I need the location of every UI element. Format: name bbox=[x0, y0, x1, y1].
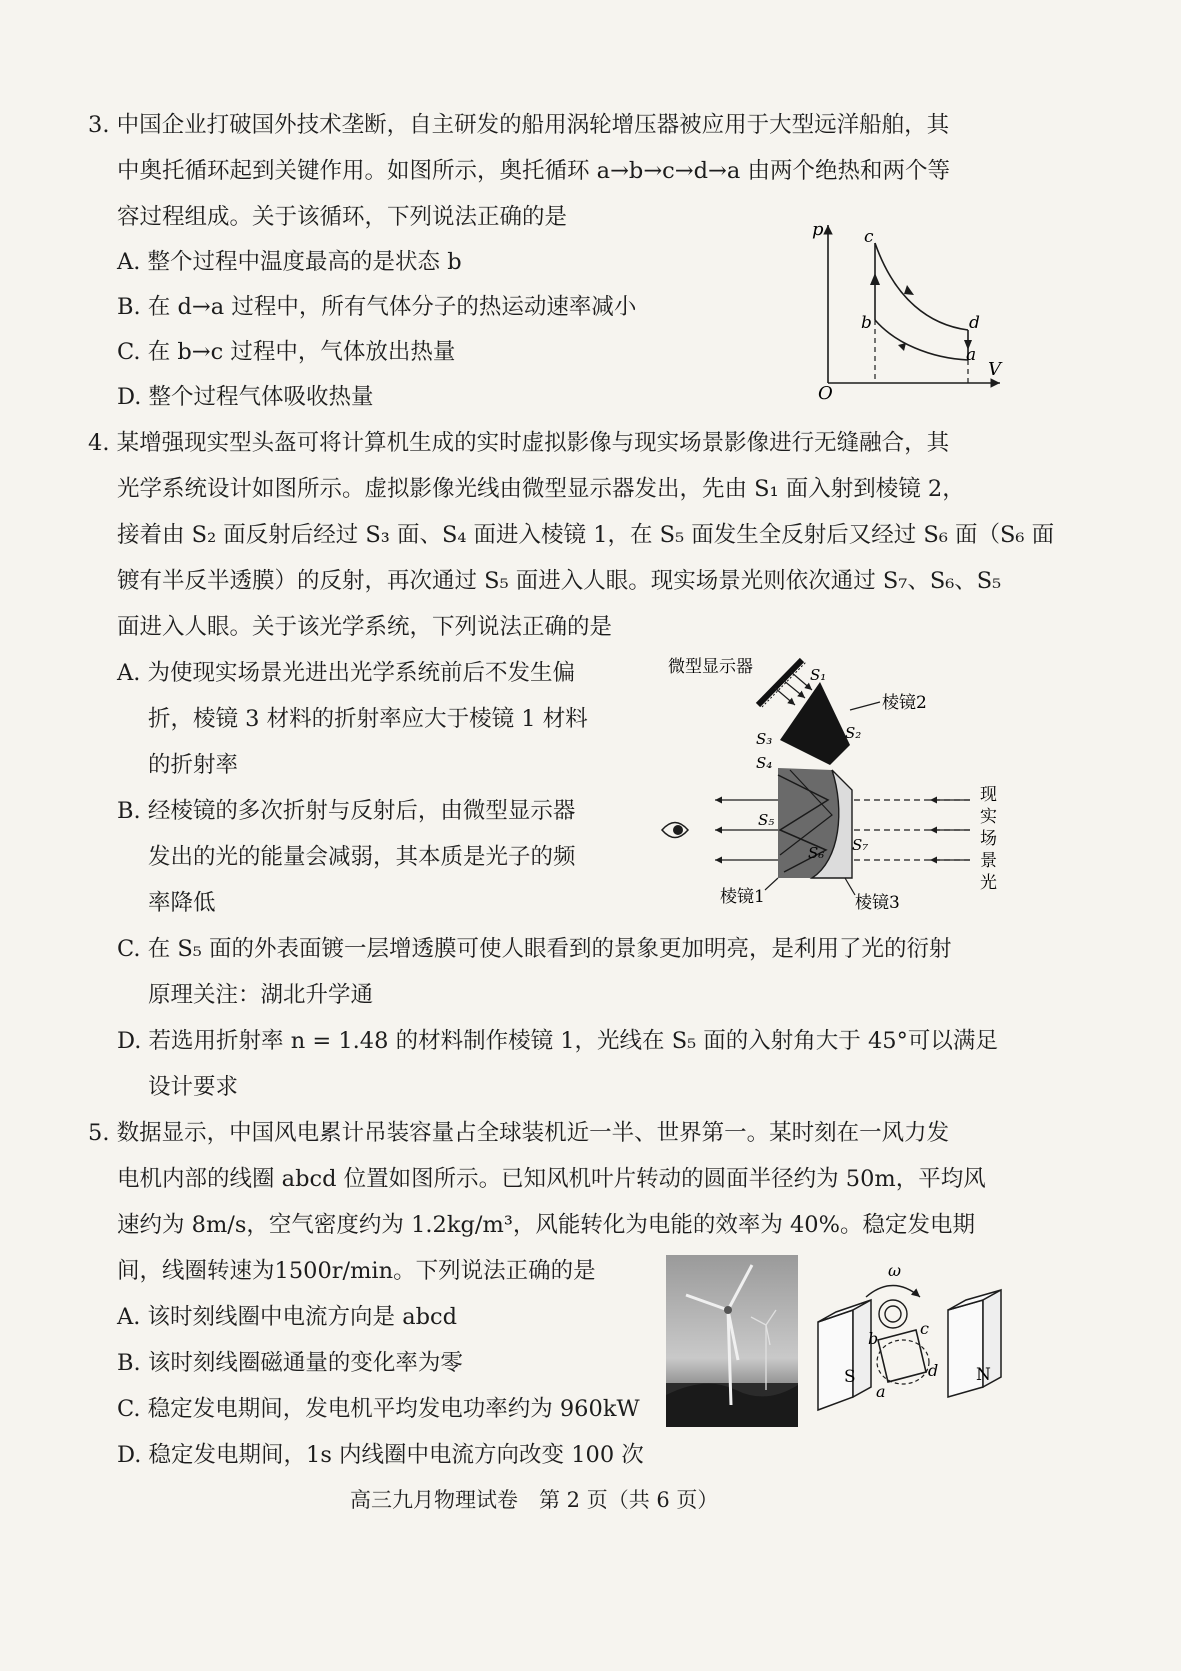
q4-option-a-3: 的折射率 bbox=[148, 752, 239, 778]
q4-option-b-1: B. 经棱镜的多次折射与反射后，由微型显示器 bbox=[117, 798, 576, 824]
q5-stem-line-3: 速约为 8m/s，空气密度约为 1.2kg/m³，风能转化为电能的效率为 40%。稳定发电期 bbox=[117, 1212, 976, 1238]
q3-pv-diagram bbox=[800, 215, 1015, 405]
scene-light-label-4: 景 bbox=[980, 851, 997, 871]
q4-option-d-2: 设计要求 bbox=[148, 1074, 239, 1100]
q4-option-a-1: A. 为使现实场景光进出光学系统前后不发生偏 bbox=[117, 660, 576, 686]
q3-option-b: B. 在 d→a 过程中，所有气体分子的热运动速率减小 bbox=[117, 294, 637, 320]
cd-arrow bbox=[904, 285, 914, 295]
cd-curve bbox=[875, 243, 968, 330]
point-b: b bbox=[861, 313, 872, 333]
rotation-arrow bbox=[866, 1286, 920, 1298]
eye-icon bbox=[662, 823, 688, 838]
q4-option-c-1: C. 在 S₅ 面的外表面镀一层增透膜可使人眼看到的景象更加明亮，是利用了光的衍射 bbox=[117, 936, 952, 962]
scene-light-label-3: 场 bbox=[980, 829, 997, 849]
q4-option-c-2: 原理关注：湖北升学通 bbox=[148, 982, 374, 1008]
point-a: a bbox=[966, 345, 977, 365]
scene-light-label-5: 光 bbox=[980, 873, 997, 893]
q5-stem-line-4: 间，线圈转速为1500r/min。下列说法正确的是 bbox=[117, 1258, 596, 1284]
q4-option-a-2: 折，棱镜 3 材料的折射率应大于棱镜 1 材料 bbox=[148, 706, 588, 732]
magnet-s bbox=[818, 1310, 853, 1410]
origin-label: O bbox=[818, 383, 833, 404]
coil-d: d bbox=[928, 1361, 939, 1380]
s6-label: S₆ bbox=[808, 844, 825, 862]
q3-stem-line-1: 3. 中国企业打破国外技术垄断，自主研发的船用涡轮增压器被应用于大型远洋船舶，其 bbox=[88, 112, 950, 138]
q4-option-b-3: 率降低 bbox=[148, 890, 216, 916]
coil-b: b bbox=[868, 1329, 879, 1348]
s4-label: S₄ bbox=[756, 754, 773, 772]
point-c: c bbox=[864, 227, 874, 247]
q3-option-a: A. 整个过程中温度最高的是状态 b bbox=[117, 249, 462, 275]
q4-stem-line-2: 光学系统设计如图所示。虚拟影像光线由微型显示器发出，先由 S₁ 面入射到棱镜 2， bbox=[117, 476, 965, 502]
q3-option-d: D. 整个过程气体吸收热量 bbox=[117, 384, 374, 410]
prism2-label: 棱镜2 bbox=[882, 693, 927, 713]
coil-c: c bbox=[920, 1319, 929, 1338]
q4-stem-line-4: 镀有半反半透膜）的反射，再次通过 S₅ 面进入人眼。现实场景光则依次通过 S₇、S₆、S₅ bbox=[117, 568, 1002, 594]
s2-label: S₂ bbox=[845, 724, 862, 742]
prism3-label: 棱镜3 bbox=[855, 893, 900, 913]
prism-2 bbox=[780, 682, 850, 765]
q5-generator-diagram bbox=[808, 1262, 1008, 1427]
q5-option-a: A. 该时刻线圈中电流方向是 abcd bbox=[117, 1304, 458, 1330]
p-label: p bbox=[812, 219, 824, 240]
q3-stem-line-3: 容过程组成。关于该循环，下列说法正确的是 bbox=[117, 204, 568, 230]
s3-label: S₃ bbox=[756, 730, 773, 748]
page-footer: 高三九月物理试卷 第 2 页（共 6 页） bbox=[350, 1488, 719, 1512]
ab-arrow bbox=[898, 343, 906, 351]
q4-stem-line-5: 面进入人眼。关于该光学系统，下列说法正确的是 bbox=[117, 614, 613, 640]
q5-option-d: D. 稳定发电期间，1s 内线圈中电流方向改变 100 次 bbox=[117, 1442, 644, 1468]
q4-stem-line-1: 4. 某增强现实型头盔可将计算机生成的实时虚拟影像与现实场景影像进行无缝融合，其 bbox=[88, 430, 950, 456]
micro-display bbox=[758, 660, 802, 705]
scene-light-label-2: 实 bbox=[980, 807, 997, 827]
s7-label: S₇ bbox=[852, 836, 869, 854]
display-label: 微型显示器 bbox=[668, 657, 753, 677]
q4-option-d-1: D. 若选用折射率 n = 1.48 的材料制作棱镜 1，光线在 S₅ 面的入射角大于 45°可以满足 bbox=[117, 1028, 998, 1054]
s1-label: S₁ bbox=[810, 666, 827, 684]
coil-a: a bbox=[876, 1382, 886, 1401]
q5-option-b: B. 该时刻线圈磁通量的变化率为零 bbox=[117, 1350, 463, 1376]
ab-curve bbox=[875, 320, 968, 360]
bc-arrow bbox=[870, 273, 880, 285]
q5-stem-line-1: 5. 数据显示，中国风电累计吊装容量占全球装机近一半、世界第一。某时刻在一风力发 bbox=[88, 1120, 950, 1146]
omega-label: ω bbox=[888, 1262, 902, 1280]
q3-stem-line-2: 中奥托循环起到关键作用。如图所示，奥托循环 a→b→c→d→a 由两个绝热和两个等 bbox=[117, 158, 950, 184]
magnet-n-label: N bbox=[976, 1365, 991, 1385]
v-label: V bbox=[988, 359, 1001, 380]
scene-light-label-1: 现 bbox=[980, 785, 997, 805]
magnet-s-label: S bbox=[844, 1367, 856, 1387]
q5-option-c: C. 稳定发电期间，发电机平均发电功率约为 960kW bbox=[117, 1396, 640, 1422]
q3-option-c: C. 在 b→c 过程中，气体放出热量 bbox=[117, 339, 456, 365]
q4-stem-line-3: 接着由 S₂ 面反射后经过 S₃ 面、S₄ 面进入棱镜 1，在 S₅ 面发生全反射后又经过 S₆ 面（S₆ 面 bbox=[117, 522, 1055, 548]
q5-stem-line-2: 电机内部的线圈 abcd 位置如图所示。已知风机叶片转动的圆面半径约为 50m，平均风 bbox=[117, 1166, 986, 1192]
s5-label: S₅ bbox=[758, 811, 775, 829]
prism1-label: 棱镜1 bbox=[720, 887, 765, 907]
point-d: d bbox=[969, 313, 980, 333]
wind-turbine-photo bbox=[666, 1255, 798, 1427]
q4-optical-diagram bbox=[640, 650, 1010, 920]
coil-abcd bbox=[877, 1330, 929, 1384]
q4-option-b-2: 发出的光的能量会减弱，其本质是光子的频 bbox=[148, 844, 576, 870]
